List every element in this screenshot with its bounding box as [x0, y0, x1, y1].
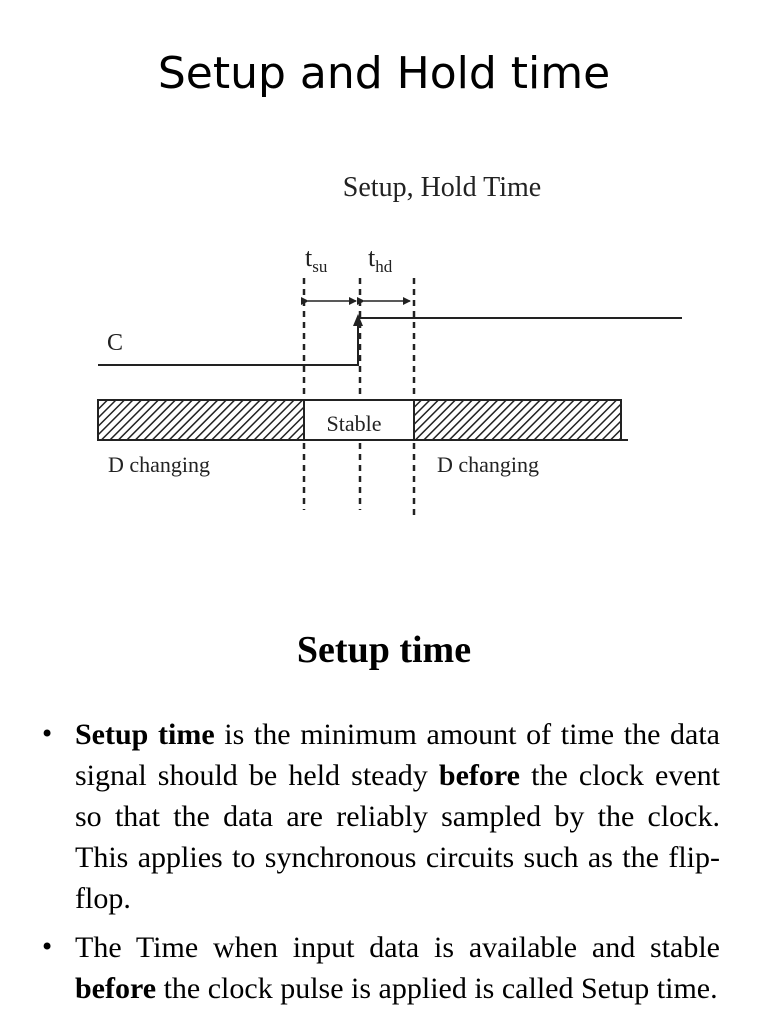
d-changing-right-label: D changing	[437, 452, 540, 477]
clock-label: C	[107, 330, 124, 356]
bullet-text: The Time when input data is available and stable	[75, 931, 720, 964]
thd-label-sub: hd	[375, 257, 393, 276]
bullet-marker: •	[40, 933, 55, 961]
thd-label	[368, 243, 393, 276]
clock-edge-arrow	[353, 314, 363, 326]
stable-label: Stable	[326, 411, 382, 436]
clock-waveform	[98, 318, 682, 365]
thd-label-main: t	[368, 243, 376, 272]
setup-hold-timing-diagram	[0, 150, 768, 530]
section-heading: Setup time	[296, 629, 472, 671]
bullet-list	[40, 714, 720, 1017]
data-changing-region-left	[98, 400, 304, 440]
bullet-marker: •	[40, 720, 55, 748]
bullet-bold-term: before	[75, 972, 157, 1005]
slide-title: Setup and Hold time	[157, 48, 611, 99]
bullet-text: the clock event so that the data are reliably sampled by the clock. This applies to synchronous circuits such as the flip-flop.	[75, 759, 720, 915]
tsu-label	[305, 243, 328, 276]
bullet-bold-term: before	[438, 759, 521, 792]
data-changing-region-right	[414, 400, 621, 440]
bullet-item	[40, 927, 720, 1009]
d-changing-left-label: D changing	[108, 452, 211, 477]
bullet-bold-term: Setup time	[75, 718, 215, 751]
bullet-text: is the minimum amount of time the data signal should be held steady	[75, 718, 720, 792]
tsu-label-sub: su	[312, 257, 328, 276]
bullet-text: the clock pulse is applied is called Setup time.	[156, 972, 718, 1005]
diagram-title: Setup, Hold Time	[342, 172, 542, 203]
bullet-item	[40, 714, 720, 919]
tsu-label-main: t	[305, 243, 313, 272]
